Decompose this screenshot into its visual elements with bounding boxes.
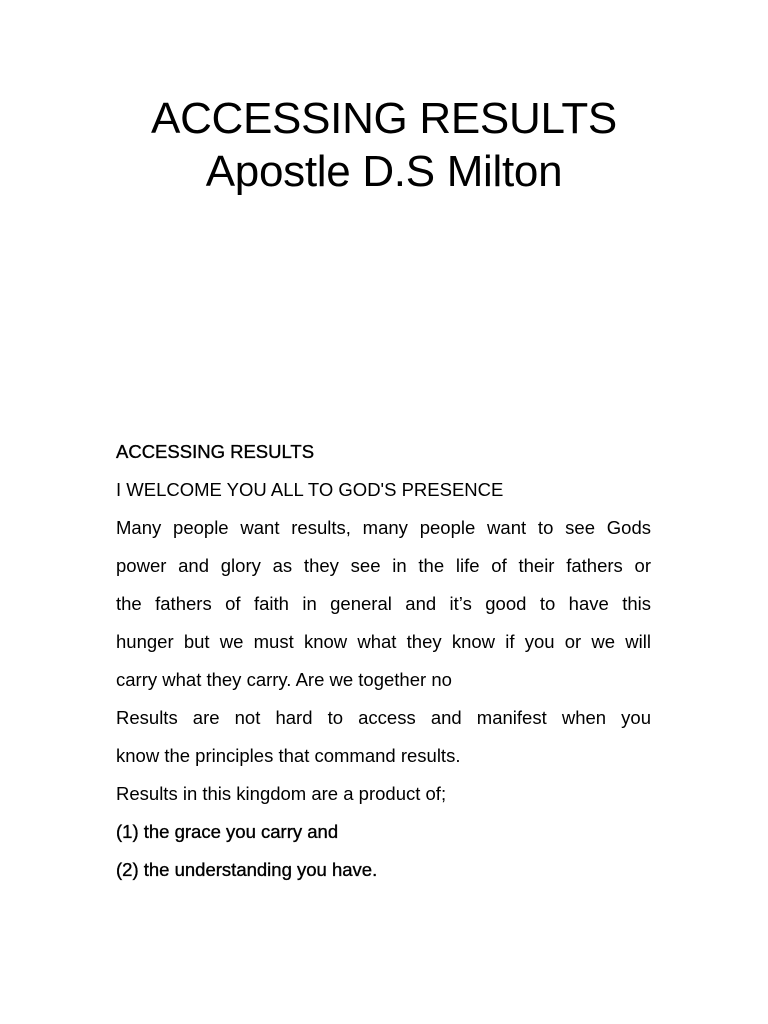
paragraph-1-line-4: hunger but we must know what they know if you or we will	[116, 631, 651, 652]
point-1: (1) the grace you carry and	[116, 821, 339, 842]
title-block	[0, 92, 768, 198]
paragraph-2-line-2: know the principles that command results.	[116, 745, 461, 766]
document-author: Apostle D.S Milton	[205, 147, 563, 196]
body-text	[116, 433, 651, 889]
paragraph-2-line-1: Results are not hard to access and manifest when you	[116, 707, 651, 728]
section-heading: ACCESSING RESULTS	[116, 441, 315, 462]
paragraph-1-line-2: power and glory as they see in the life of their fathers or	[116, 555, 651, 576]
paragraph-1-line-5: carry what they carry. Are we together no	[116, 669, 452, 690]
paragraph-1-line-1: Many people want results, many people want to see Gods	[116, 517, 651, 538]
paragraph-1-line-3: the fathers of faith in general and it’s good to have this	[116, 593, 651, 614]
welcome-line: I WELCOME YOU ALL TO GOD'S PRESENCE	[116, 479, 504, 500]
document-title: ACCESSING RESULTS	[151, 94, 617, 143]
point-2: (2) the understanding you have.	[116, 859, 378, 880]
paragraph-3: Results in this kingdom are a product of;	[116, 783, 447, 804]
